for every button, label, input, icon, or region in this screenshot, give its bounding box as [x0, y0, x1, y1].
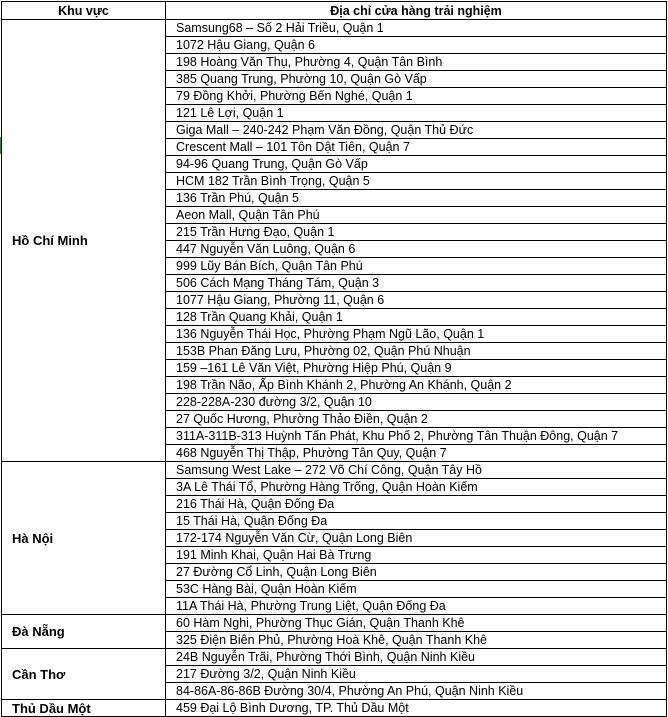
- address-cell: 159 –161 Lê Văn Việt, Phường Hiệp Phú, Quận 9: [166, 360, 667, 377]
- address-cell: 79 Đồng Khởi, Phường Bến Nghé, Quận 1: [166, 88, 667, 105]
- region-cell: Đà Nẵng: [2, 615, 166, 649]
- address-cell: 198 Hoàng Văn Thụ, Phường 4, Quận Tân Bình: [166, 54, 667, 71]
- address-cell: 198 Trần Não, Ấp Bình Khánh 2, Phường An Khánh, Quận 2: [166, 377, 667, 394]
- region-cell: Hồ Chí Minh: [2, 20, 166, 462]
- address-cell: 121 Lê Lợi, Quận 1: [166, 105, 667, 122]
- address-cell: 506 Cách Mạng Tháng Tám, Quận 3: [166, 275, 667, 292]
- table-row: [2, 700, 667, 717]
- region-cell: Cần Thơ: [2, 649, 166, 700]
- address-cell: 228-228A-230 đường 3/2, Quận 10: [166, 394, 667, 411]
- address-cell: 459 Đại Lộ Bình Dương, TP. Thủ Dầu Một: [166, 700, 667, 717]
- table-row: [2, 649, 667, 666]
- address-cell: 215 Trần Hưng Đạo, Quận 1: [166, 224, 667, 241]
- address-cell: 1072 Hậu Giang, Quận 6: [166, 37, 667, 54]
- address-column-header: Địa chỉ cửa hàng trải nghiệm: [166, 2, 667, 20]
- address-cell: 27 Quốc Hương, Phường Thảo Điền, Quận 2: [166, 411, 667, 428]
- address-cell: 385 Quang Trung, Phường 10, Quận Gò Vấp: [166, 71, 667, 88]
- address-cell: 128 Trần Quang Khải, Quận 1: [166, 309, 667, 326]
- address-cell: 325 Điện Biên Phủ, Phường Hoà Khê, Quận Thanh Khê: [166, 632, 667, 649]
- address-cell: 15 Thái Hà, Quận Đống Đa: [166, 513, 667, 530]
- address-cell: 27 Đường Cổ Linh, Quận Long Biên: [166, 564, 667, 581]
- region-cell: Hà Nội: [2, 462, 166, 615]
- table-body: [2, 20, 667, 717]
- table-row: [2, 615, 667, 632]
- address-cell: 153B Phan Đăng Lưu, Phường 02, Quận Phú Nhuận: [166, 343, 667, 360]
- address-cell: 999 Lũy Bán Bích, Quận Tân Phú: [166, 258, 667, 275]
- address-cell: 53C Hàng Bài, Quận Hoàn Kiếm: [166, 581, 667, 598]
- region-column-header: Khu vực: [2, 2, 166, 20]
- address-cell: Aeon Mall, Quận Tân Phú: [166, 207, 667, 224]
- store-address-table: [1, 1, 667, 717]
- address-cell: 216 Thái Hà, Quận Đống Đa: [166, 496, 667, 513]
- address-cell: 172-174 Nguyễn Văn Cừ, Quận Long Biên: [166, 530, 667, 547]
- address-cell: 311A-311B-313 Huỳnh Tấn Phát, Khu Phố 2, Phường Tân Thuận Đông, Quận 7: [166, 428, 667, 445]
- address-cell: HCM 182 Trần Bình Trọng, Quận 5: [166, 173, 667, 190]
- address-cell: 1077 Hậu Giang, Phường 11, Quận 6: [166, 292, 667, 309]
- address-cell: 191 Minh Khai, Quận Hai Bà Trưng: [166, 547, 667, 564]
- address-cell: 94-96 Quang Trung, Quận Gò Vấp: [166, 156, 667, 173]
- address-cell: 136 Nguyễn Thái Học, Phường Phạm Ngũ Lão, Quận 1: [166, 326, 667, 343]
- table-row: [2, 462, 667, 479]
- address-cell: 24B Nguyễn Trãi, Phường Thới Bình, Quận Ninh Kiều: [166, 649, 667, 666]
- address-cell: Samsung West Lake – 272 Võ Chí Công, Quận Tây Hồ: [166, 462, 667, 479]
- table-row: [2, 20, 667, 37]
- address-cell: Crescent Mall – 101 Tôn Dật Tiên, Quận 7: [166, 139, 667, 156]
- address-cell: 217 Đường 3/2, Quận Ninh Kiều: [166, 666, 667, 683]
- address-cell: Samsung68 – Số 2 Hải Triều, Quận 1: [166, 20, 667, 37]
- address-cell: 84-86A-86-86B Đường 30/4, Phường An Phú, Quận Ninh Kiều: [166, 683, 667, 700]
- address-cell: 136 Trần Phú, Quận 5: [166, 190, 667, 207]
- header-row: [2, 2, 667, 20]
- address-cell: 60 Hàm Nghi, Phường Thục Gián, Quận Thanh Khê: [166, 615, 667, 632]
- address-cell: Giga Mall – 240-242 Phạm Văn Đồng, Quận Thủ Đức: [166, 122, 667, 139]
- region-cell: Thủ Dầu Một: [2, 700, 166, 717]
- address-cell: 3A Lê Thái Tổ, Phường Hàng Trống, Quận Hoàn Kiếm: [166, 479, 667, 496]
- address-cell: 11A Thái Hà, Phường Trung Liệt, Quận Đống Đa: [166, 598, 667, 615]
- address-cell: 468 Nguyễn Thị Thập, Phường Tân Quy, Quận 7: [166, 445, 667, 462]
- address-cell: 447 Nguyễn Văn Luông, Quận 6: [166, 241, 667, 258]
